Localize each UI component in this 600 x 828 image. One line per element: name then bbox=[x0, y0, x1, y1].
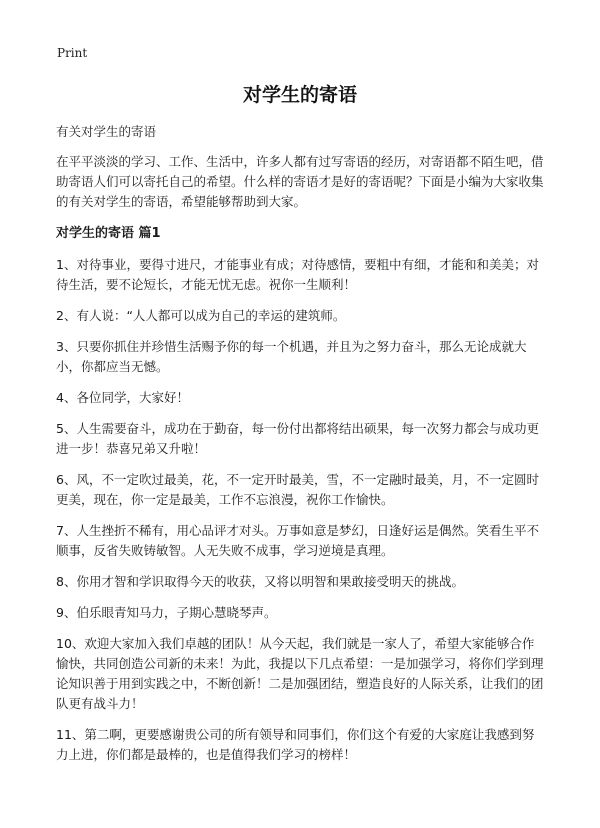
document-body bbox=[56, 122, 546, 776]
paragraph-5: 5、人生需要奋斗，成功在于勤奋，每一份付出都将结出硕果，每一次努力都会与成功更进一步！恭喜兄弟又升啦！ bbox=[56, 421, 539, 456]
print-link[interactable]: Print bbox=[57, 46, 88, 60]
paragraph-1: 1、对待事业，要得寸进尺，才能事业有成；对待感情，要粗中有细，才能和和美美；对待生活，要不论短长，才能无忧无虑。祝你一生顺利！ bbox=[56, 257, 539, 292]
paragraph-9: 9、伯乐眼青知马力，子期心慧晓琴声。 bbox=[56, 605, 277, 620]
paragraph-10: 10、欢迎大家加入我们卓越的团队！从今天起，我们就是一家人了，希望大家能够合作愉快，共同创造公司新的未来！为此，我提以下几点希望：一是加强学习，将你们学到理论知识善于用到实践之中，不断创新！二是加强团结，塑造良好的人际关系，让我们的团队更有战斗力！ bbox=[56, 636, 544, 711]
page-title: 对学生的寄语 bbox=[242, 84, 357, 106]
section-heading: 对学生的寄语 篇1 bbox=[56, 226, 161, 241]
paragraph-11: 11、第二啊，更要感谢贵公司的所有领导和同事们，你们这个有爱的大家庭让我感到努力上进，你们都是最棒的，也是值得我们学习的榜样！ bbox=[56, 727, 535, 762]
paragraph-8: 8、你用才智和学识取得今天的收获，又将以明智和果敢接受明天的挑战。 bbox=[56, 574, 464, 589]
document-subtitle: 有关对学生的寄语 bbox=[56, 124, 157, 139]
paragraph-7: 7、人生挫折不稀有，用心品评才对头。万事如意是梦幻，日逢好运是偶然。笑看生平不顺事，反省失败铸敏智。人无失败不成事，学习逆境是真理。 bbox=[56, 523, 539, 558]
paragraph-2: 2、有人说：“人人都可以成为自己的幸运的建筑师。 bbox=[56, 308, 346, 323]
intro-paragraph: 在平平淡淡的学习、工作、生活中，许多人都有过写寄语的经历，对寄语都不陌生吧，借助寄语人们可以寄托自己的希望。什么样的寄语才是好的寄语呢？下面是小编为大家收集的有关对学生的寄语，希望能够帮助到大家。 bbox=[56, 154, 544, 209]
paragraph-4: 4、各位同学，大家好！ bbox=[56, 390, 189, 405]
paragraph-3: 3、只要你抓住并珍惜生活赐予你的每一个机遇，并且为之努力奋斗，那么无论成就大小，你都应当无憾。 bbox=[56, 339, 527, 374]
paragraph-6: 6、风，不一定吹过最美，花，不一定开时最美，雪，不一定融时最美，月，不一定圆时更美，现在，你一定是最美，工作不忘浪漫，祝你工作愉快。 bbox=[56, 472, 539, 507]
